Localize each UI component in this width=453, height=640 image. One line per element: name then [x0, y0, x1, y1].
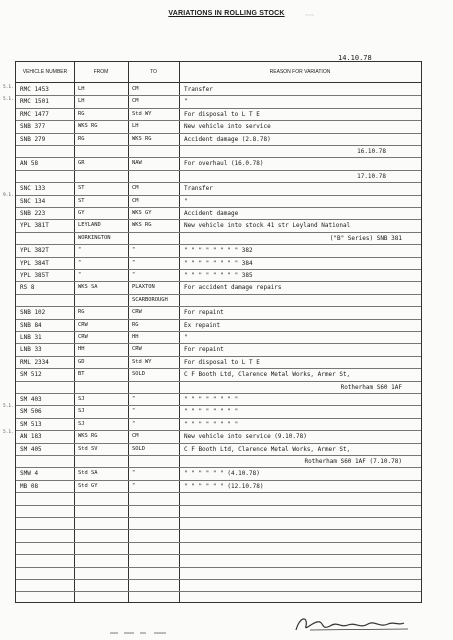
- cell-reason: ": [184, 98, 188, 106]
- cell-to: ": [132, 272, 136, 278]
- cell-from: WORKINGTON: [78, 234, 111, 241]
- cell-from: HH: [78, 346, 85, 353]
- cell-to: ": [132, 482, 136, 489]
- row-rule: [16, 492, 421, 493]
- cell-from: SJ: [78, 420, 85, 427]
- cell-reason: " " " " " " " " 384: [184, 259, 253, 267]
- margin-note: 5.1.: [3, 97, 14, 102]
- margin-note: 5.1.: [3, 430, 14, 435]
- cell-from: Std SV: [78, 445, 98, 452]
- row-rule: [16, 567, 421, 568]
- margin-note: 5.1.: [3, 85, 14, 90]
- header-rule: [16, 82, 421, 83]
- cell-to: CRW: [132, 309, 142, 316]
- row-rule: [16, 591, 421, 592]
- margin-note: 9.1.: [3, 193, 14, 198]
- cell-reason: " " " " " " " ": [184, 408, 239, 416]
- cell-to: CM: [132, 185, 139, 192]
- cell-reason: 16.10.78: [357, 148, 386, 155]
- cell-from: RG: [78, 135, 85, 142]
- cell-vehicle: SM 506: [20, 408, 42, 416]
- variations-table: [15, 61, 422, 603]
- cell-to: WKS RG: [132, 135, 152, 142]
- cell-vehicle: RS 8: [20, 284, 35, 292]
- header-from: FROM: [93, 69, 109, 75]
- cell-reason: For repaint: [184, 346, 224, 354]
- cell-reason: [184, 295, 418, 306]
- cell-vehicle: SNB 223: [20, 210, 46, 217]
- signature: [290, 612, 420, 634]
- cell-from: WKS RG: [78, 123, 98, 130]
- cell-reason: New vehicle into service (9.10.78): [184, 433, 307, 441]
- cell-reason: ": [184, 334, 188, 341]
- cell-reason: " " " " " " " ": [184, 396, 239, 403]
- cell-to: ": [132, 259, 136, 266]
- cell-from: GR: [78, 160, 85, 167]
- cell-from: ": [78, 247, 82, 254]
- cell-from: GD: [78, 358, 85, 365]
- cell-from: ": [78, 272, 82, 278]
- cell-vehicle: MB 08: [20, 482, 39, 490]
- cell-vehicle: [20, 456, 72, 467]
- cell-vehicle: AN 183: [20, 433, 42, 441]
- cell-vehicle: SM 512: [20, 371, 42, 379]
- header-reason: REASON FOR VARIATION: [269, 69, 331, 75]
- cell-vehicle: YPL 384T: [20, 259, 49, 267]
- cell-to: CM: [132, 433, 139, 440]
- cell-reason: C F Booth Ltd, Clarence Metal Works, Armer St,: [184, 445, 351, 453]
- faint-mark: ~~~: [305, 13, 315, 19]
- cell-vehicle: [20, 233, 72, 244]
- cell-to: RG: [132, 321, 139, 328]
- column-divider: [74, 62, 75, 602]
- cell-reason: Rotherham S60 1AF: [340, 383, 402, 391]
- cell-to: LH: [132, 123, 139, 130]
- cell-reason: Transfer: [184, 86, 213, 93]
- cell-from: [78, 146, 126, 157]
- cell-from: CRW: [78, 334, 88, 340]
- cell-from: Std SA: [78, 470, 98, 477]
- cell-reason: " " " " " " " " 382: [184, 247, 253, 255]
- cell-vehicle: RMC 1477: [20, 110, 49, 118]
- cell-reason: For disposal to L T E: [184, 110, 260, 118]
- cell-reason: New vehicle into stock 41 str Leyland National: [184, 222, 351, 230]
- row-rule: [16, 517, 421, 518]
- cell-reason: Ex repaint: [184, 321, 221, 329]
- cell-vehicle: LNB 33: [20, 346, 42, 354]
- column-divider: [179, 62, 180, 602]
- cell-to: Std WY: [132, 110, 152, 117]
- cell-vehicle: SM 405: [20, 445, 42, 453]
- cell-reason: Transfer: [184, 185, 213, 193]
- cell-from: ST: [78, 197, 85, 204]
- cell-from: RG: [78, 309, 85, 316]
- cell-reason: " " " " " " (12.10.78): [184, 482, 264, 490]
- cell-vehicle: SNC 134: [20, 197, 46, 205]
- cell-reason: Accident damage (2.8.78): [184, 135, 271, 143]
- cell-from: ST: [78, 185, 85, 192]
- cell-from: WKS RG: [78, 433, 98, 440]
- cell-to: ": [132, 420, 136, 427]
- cell-from: BT: [78, 371, 85, 378]
- cell-to: SOLD: [132, 445, 145, 452]
- cell-from: [78, 382, 126, 393]
- cell-from: LH: [78, 98, 85, 105]
- cell-to: ": [132, 247, 136, 254]
- cell-to: CM: [132, 86, 139, 92]
- cell-from: LH: [78, 86, 85, 92]
- cell-vehicle: RML 2334: [20, 358, 49, 366]
- column-divider: [128, 62, 129, 602]
- cell-to: CRW: [132, 346, 142, 353]
- cell-to: SCARBOROUGH: [132, 296, 168, 303]
- cell-reason: For accident damage repairs: [184, 284, 282, 292]
- cell-reason: Rotherham S60 1AF (7.10.78): [304, 458, 402, 465]
- cell-vehicle: YPL 381T: [20, 222, 49, 230]
- cell-reason: New vehicle into service: [184, 123, 271, 131]
- cell-reason: ": [184, 197, 188, 205]
- cell-reason: Accident damage: [184, 210, 239, 217]
- cell-reason: C F Booth Ltd, Clarence Metal Works, Armer St,: [184, 371, 351, 379]
- cell-to: SOLD: [132, 371, 145, 378]
- cell-to: Std WY: [132, 358, 152, 365]
- cell-vehicle: RMC 1453: [20, 86, 49, 93]
- cell-vehicle: SNB 102: [20, 309, 46, 317]
- cell-vehicle: [20, 146, 72, 157]
- cell-from: ": [78, 259, 82, 266]
- cell-vehicle: SNB 377: [20, 123, 46, 131]
- cell-vehicle: SM 513: [20, 420, 42, 428]
- cell-vehicle: [20, 382, 72, 393]
- cell-from: [78, 295, 126, 306]
- cell-reason: For overhaul (16.0.78): [184, 160, 264, 168]
- cell-reason: " " " " " " " ": [184, 420, 239, 428]
- cell-from: [78, 171, 126, 182]
- cell-vehicle: AN 58: [20, 160, 39, 168]
- margin-note: 5.1.: [3, 404, 14, 409]
- cell-reason: ("B" Series) SNB 381: [329, 234, 402, 242]
- cell-to: PLAXTON: [132, 284, 155, 291]
- cell-to: [132, 171, 178, 182]
- cell-from: WKS SA: [78, 284, 98, 291]
- cell-vehicle: YPL 382T: [20, 247, 49, 255]
- cell-reason: " " " " " " " " 385: [184, 272, 253, 279]
- cell-vehicle: [20, 295, 72, 306]
- cell-reason: 17.10.78: [357, 172, 386, 180]
- cell-from: SJ: [78, 396, 85, 402]
- cell-from: SJ: [78, 408, 85, 415]
- cell-to: CM: [132, 98, 139, 105]
- page-title: VARIATIONS IN ROLLING STOCK: [168, 10, 285, 17]
- cell-to: [132, 233, 178, 244]
- header-vehicle-number: VEHICLE NUMBER: [22, 69, 68, 75]
- row-rule: [16, 554, 421, 555]
- cell-to: NAW: [132, 160, 142, 167]
- row-rule: [16, 505, 421, 506]
- header-to: TO: [150, 69, 157, 75]
- cell-reason: For disposal to L T E: [184, 358, 260, 366]
- cell-to: ": [132, 408, 136, 415]
- cell-to: WKS GY: [132, 210, 152, 216]
- cell-vehicle: [20, 171, 72, 182]
- cell-from: LEYLAND: [78, 222, 101, 229]
- cell-from: Std GY: [78, 482, 98, 489]
- cell-to: WKS RG: [132, 222, 152, 229]
- cell-reason: " " " " " " (4.10.78): [184, 470, 260, 478]
- cell-to: CM: [132, 197, 139, 204]
- cell-from: CRW: [78, 321, 88, 328]
- cell-to: [132, 456, 178, 467]
- cell-to: HH: [132, 334, 139, 340]
- scan-artifact: [110, 630, 230, 636]
- cell-to: ": [132, 470, 136, 477]
- row-rule: [16, 529, 421, 530]
- top-date: 14.10.78: [338, 54, 372, 62]
- row-rule: [16, 542, 421, 543]
- cell-reason: For repaint: [184, 309, 224, 317]
- cell-vehicle: SNB 279: [20, 135, 46, 143]
- cell-vehicle: RMC 1501: [20, 98, 49, 106]
- cell-from: GY: [78, 210, 85, 216]
- cell-vehicle: SM 403: [20, 396, 42, 403]
- cell-vehicle: SMW 4: [20, 470, 39, 478]
- cell-to: [132, 382, 178, 393]
- row-rule: [16, 579, 421, 580]
- cell-vehicle: YPL 385T: [20, 272, 49, 279]
- cell-vehicle: LNB 31: [20, 334, 42, 341]
- cell-from: RG: [78, 110, 85, 117]
- cell-vehicle: SNC 133: [20, 185, 46, 193]
- cell-from: [78, 456, 126, 467]
- cell-vehicle: SNB 84: [20, 321, 42, 329]
- cell-to: ": [132, 396, 136, 402]
- cell-to: [132, 146, 178, 157]
